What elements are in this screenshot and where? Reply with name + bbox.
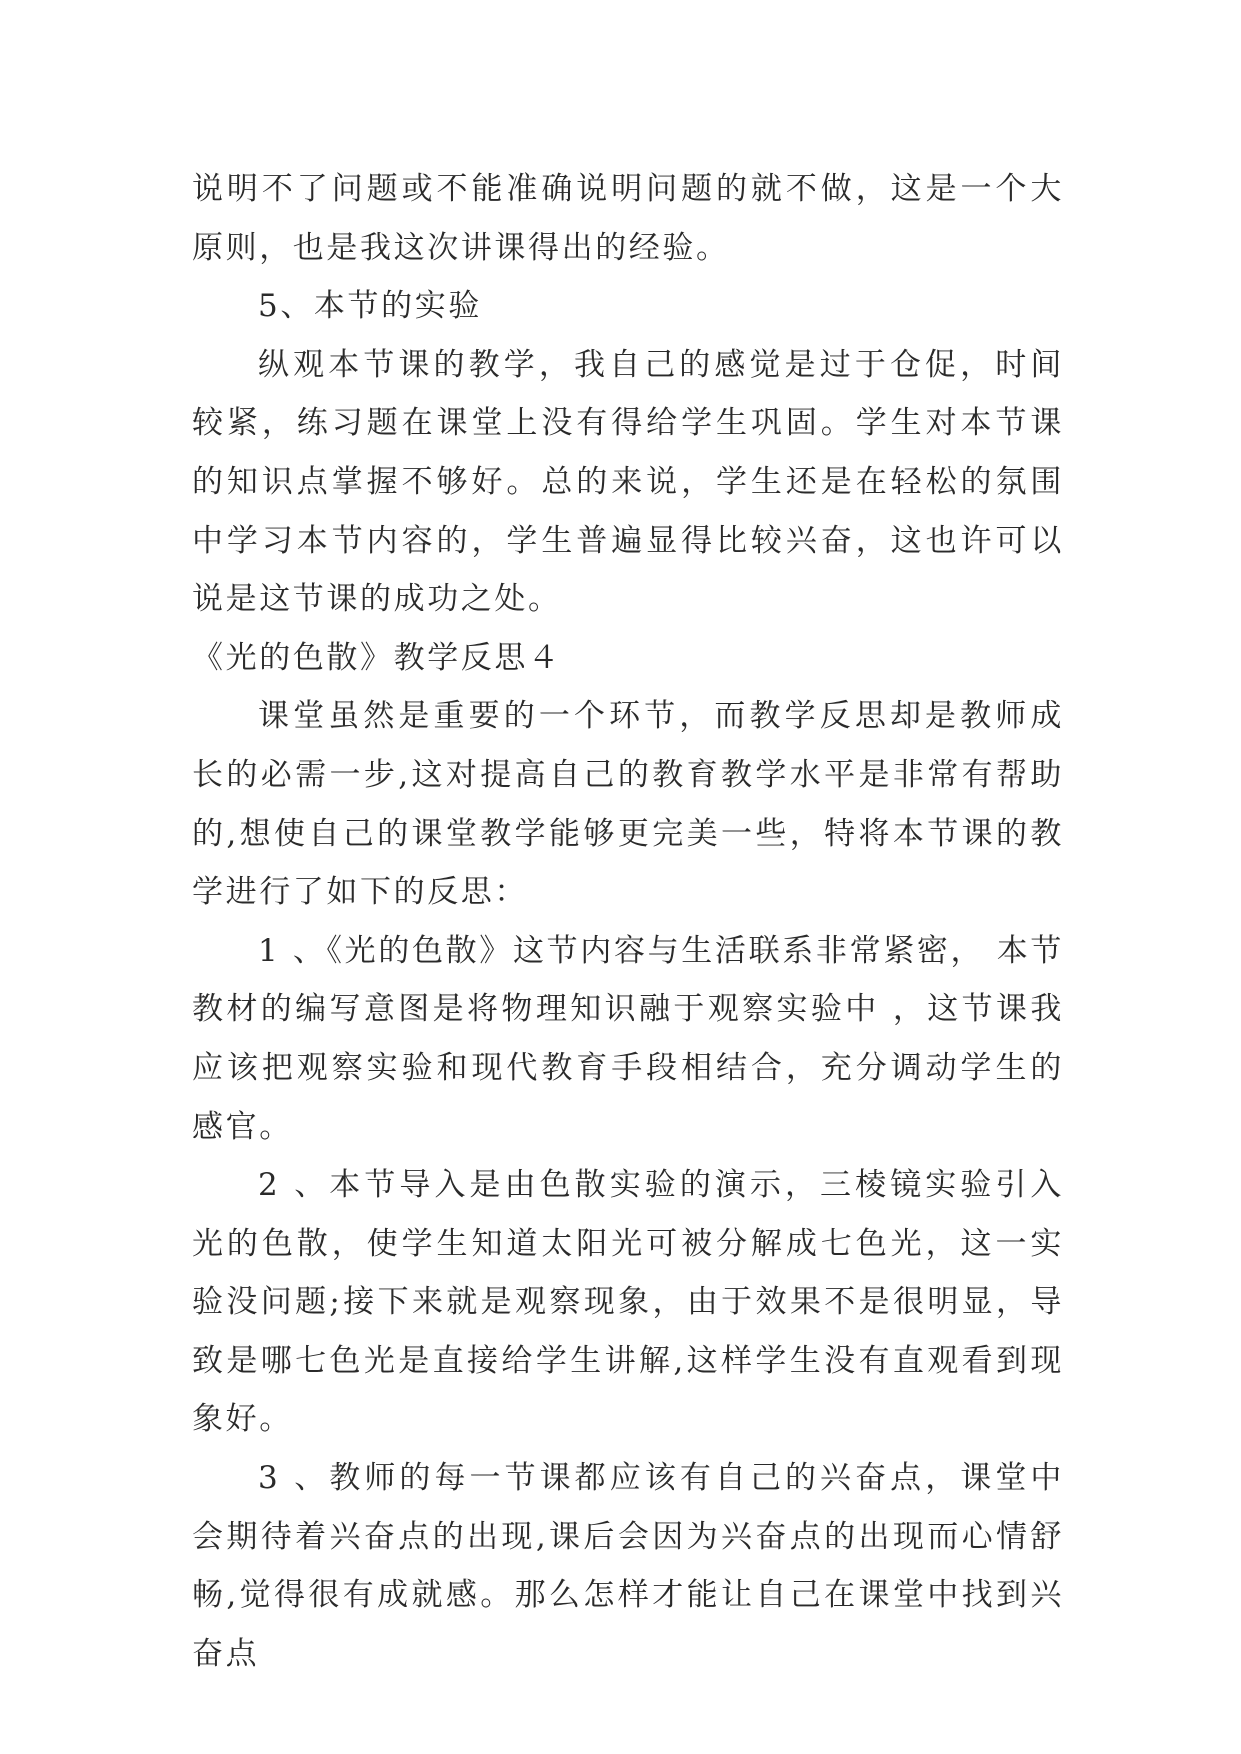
section-5-heading: 5、本节的实验 (258, 288, 482, 325)
paragraph-point-1: 1 、《光的色散》这节内容与生活联系非常紧密， 本节教材的编写意图是将物理知识融于观察实验中 ，这节课我应该把观察实验和现代教育手段相结合，充分调动学生的感官。 (192, 932, 1064, 1145)
paragraph-point-3: 3 、教师的每一节课都应该有自己的兴奋点，课堂中会期待着兴奋点的出现,课后会因为兴奋点的出现而心情舒畅,觉得很有成就感。那么怎样才能让自己在课堂中找到兴奋点 (192, 1460, 1064, 1672)
reflection-4-title: 《光的色散》教学反思４ (192, 639, 562, 676)
paragraph-summary: 纵观本节课的教学，我自己的感觉是过于仓促，时间较紧，练习题在课堂上没有得给学生巩固。学生对本节课的知识点掌握不够好。总的来说，学生还是在轻松的氛围中学习本节内容的，学生普遍显得比较兴奋，这也许可以说是这节课的成功之处。 (192, 346, 1064, 618)
paragraph-continuation: 说明不了问题或不能准确说明问题的就不做，这是一个大原则，也是我这次讲课得出的经验。 (192, 171, 1064, 266)
paragraph-intro: 课堂虽然是重要的一个环节，而教学反思却是教师成长的必需一步,这对提高自己的教育教学水平是非常有帮助的,想使自己的课堂教学能够更完美一些，特将本节课的教学进行了如下的反思： (192, 698, 1064, 911)
document-body (192, 160, 1064, 1683)
paragraph-point-2: 2 、本节导入是由色散实验的演示，三棱镜实验引入光的色散，使学生知道太阳光可被分解成七色光，这一实验没问题;接下来就是观察现象，由于效果不是很明显，导致是哪七色光是直接给学生讲解,这样学生没有直观看到现象好。 (192, 1167, 1064, 1438)
